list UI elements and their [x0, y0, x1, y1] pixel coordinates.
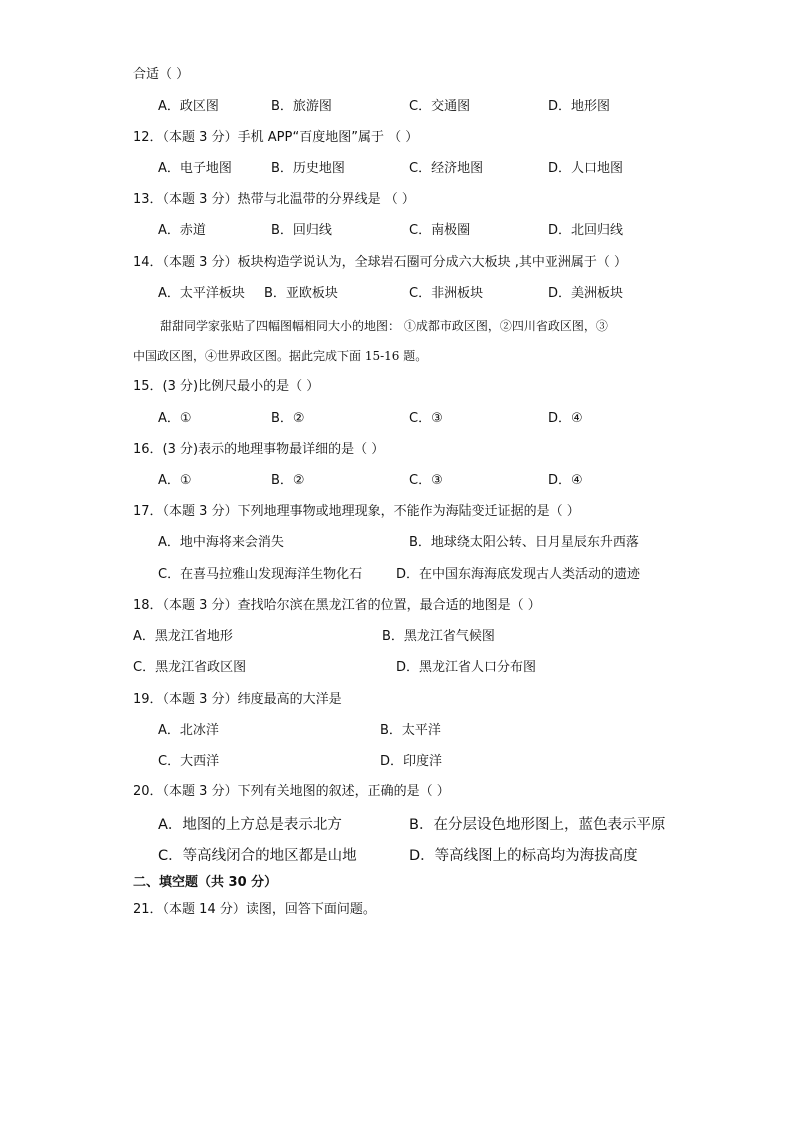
q15-option-d: D．④ [548, 411, 583, 426]
q17-option-b: B．地球绕太阳公转、日月星辰东升西落 [409, 535, 639, 550]
q17-option-c: C．在喜马拉雅山发现海洋生物化石 [158, 567, 363, 582]
q19-stem: 19．（本题 3 分）纬度最高的大洋是 [133, 692, 342, 707]
q19-option-c: C．大西洋 [158, 754, 220, 769]
q20-option-c: C．等高线闭合的地区都是山地 [158, 848, 357, 864]
q16-option-b: B．② [271, 473, 305, 488]
q15-stem: 15．(3 分)比例尺最小的是（ ） [133, 379, 320, 394]
q17-option-a: A．地中海将来会消失 [158, 535, 284, 550]
q20-option-a: A．地图的上方总是表示北方 [158, 817, 342, 833]
q19-option-b: B．太平洋 [380, 723, 441, 738]
q11-option-c: C．交通图 [409, 99, 471, 114]
q18-stem: 18．（本题 3 分）查找哈尔滨在黑龙江省的位置，最合适的地图是（ ） [133, 598, 541, 613]
q19-option-d: D．印度洋 [380, 754, 443, 769]
q15-option-a: A．① [158, 411, 192, 426]
q17-option-d: D．在中国东海海底发现古人类活动的遗迹 [396, 567, 641, 582]
q13-option-b: B．回归线 [271, 223, 332, 238]
q14-option-a: A．太平洋板块 [158, 286, 245, 301]
q13-option-c: C．南极圈 [409, 223, 471, 238]
q13-stem: 13．（本题 3 分）热带与北温带的分界线是 （ ） [133, 192, 415, 207]
q18-option-b: B．黑龙江省气候图 [382, 629, 495, 644]
q18-option-a: A．黑龙江省地形 [133, 629, 233, 644]
q15-option-b: B．② [271, 411, 305, 426]
passage-line-2: 中国政区图，④世界政区图。据此完成下面 15-16 题。 [133, 349, 428, 363]
q13-option-a: A．赤道 [158, 223, 206, 238]
q19-option-a: A．北冰洋 [158, 723, 219, 738]
q20-stem: 20．（本题 3 分）下列有关地图的叙述，正确的是（ ） [133, 784, 450, 799]
q12-option-b: B．历史地图 [271, 161, 345, 176]
q20-option-d: D．等高线图上的标高均为海拔高度 [409, 848, 638, 864]
q16-option-c: C．③ [409, 473, 443, 488]
q11-tail: 合适（ ） [133, 67, 190, 82]
q18-option-c: C．黑龙江省政区图 [133, 660, 247, 675]
q18-option-d: D．黑龙江省人口分布图 [396, 660, 537, 675]
q16-option-a: A．① [158, 473, 192, 488]
q17-stem: 17．（本题 3 分）下列地理事物或地理现象，不能作为海陆变迁证据的是（ ） [133, 504, 580, 519]
q11-option-b: B．旅游图 [271, 99, 332, 114]
q13-option-d: D．北回归线 [548, 223, 624, 238]
q11-option-a: A．政区图 [158, 99, 219, 114]
q12-option-c: C．经济地图 [409, 161, 484, 176]
q14-stem: 14．（本题 3 分）板块构造学说认为，全球岩石圈可分成六大板块 ,其中亚洲属于（ ） [133, 255, 627, 270]
q14-option-b: B．亚欧板块 [264, 286, 338, 301]
q16-stem: 16．(3 分)表示的地理事物最详细的是（ ） [133, 442, 385, 457]
passage-line-1: 甜甜同学家张贴了四幅图幅相同大小的地图： ①成都市政区图，②四川省政区图，③ [160, 319, 608, 333]
q14-option-d: D．美洲板块 [548, 286, 624, 301]
q20-option-b: B．在分层设色地形图上，蓝色表示平原 [409, 817, 666, 833]
q12-option-d: D．人口地图 [548, 161, 624, 176]
q16-option-d: D．④ [548, 473, 583, 488]
q21-stem: 21．（本题 14 分）读图，回答下面问题。 [133, 902, 376, 917]
section-heading: 二、填空题（共 30 分） [133, 875, 278, 890]
q14-option-c: C．非洲板块 [409, 286, 484, 301]
q12-option-a: A．电子地图 [158, 161, 232, 176]
q15-option-c: C．③ [409, 411, 443, 426]
q12-stem: 12．（本题 3 分）手机 APP“百度地图”属于 （ ） [133, 130, 419, 145]
q11-option-d: D．地形图 [548, 99, 611, 114]
